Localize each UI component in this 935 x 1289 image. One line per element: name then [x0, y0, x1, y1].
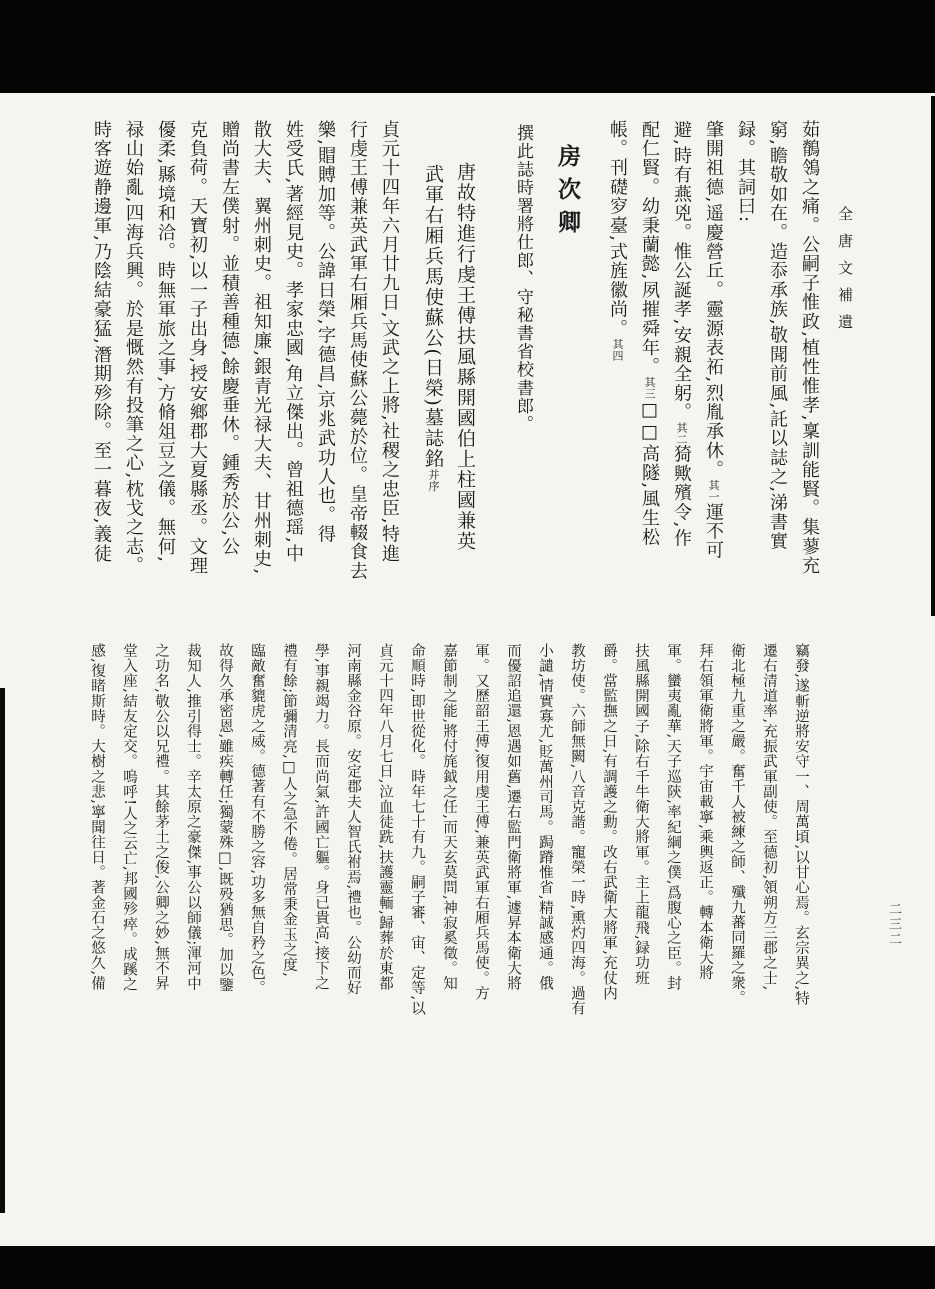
column-text: 臨敵奮貔虎之威。德著有不勝之容,功多無自矜之色。	[249, 643, 265, 996]
text-column	[465, 643, 497, 1073]
column-text: 散大夫、翼州刺史。祖知廉,銀青光禄大夫、甘州刺史,	[251, 120, 272, 576]
text-column	[369, 643, 401, 1073]
inline-annotation: 其四	[611, 338, 624, 362]
text-column	[729, 120, 761, 625]
column-text: 時客遊静邊軍,乃陰結豪猛,潛期殄除。至一暮夜,義徒	[91, 120, 112, 564]
column-text: 感,復睹斯時。大樹之悲,寧聞往日。著金石之悠久,備	[89, 643, 105, 991]
column-text: 之功名,敬公以兄禮。其餘茅土之俊,公卿之妙,無不昇	[153, 643, 169, 991]
column-text: 撰此誌時署將仕郎、守秘書省校書郎。	[513, 124, 533, 434]
text-column	[149, 120, 181, 625]
column-text: 克負荷。天寶初,以一子出身,授安鄉郡大夏縣丞。文理	[187, 120, 208, 576]
text-column	[177, 643, 209, 1073]
column-text: 録。其詞曰:	[735, 120, 756, 224]
text-column	[593, 643, 625, 1073]
column-text: 房次卿	[554, 144, 581, 243]
column-text: 扶風縣開國子,除右千牛衛大將軍。主上龍飛,録功班	[633, 643, 649, 986]
upper-text-block	[85, 120, 825, 625]
text-column	[689, 643, 721, 1073]
text-column	[721, 643, 753, 1073]
column-text: 行虔王傅兼英武軍右厢兵馬使蘇公薨於位。皇帝輟食去	[347, 120, 368, 581]
text-column	[497, 643, 529, 1073]
scan-artifact-line-right	[931, 96, 935, 616]
column-text: 猗歟殯令,作	[671, 444, 692, 548]
lower-text-block	[81, 643, 817, 1073]
column-text: 爵。當監撫之日,有調護之勳。改右武衛大將軍,充仗内	[601, 643, 617, 1001]
column-text: 武軍右厢兵馬使蘇公(日榮)墓誌銘	[422, 164, 444, 469]
column-text: 贈尚書左僕射。並積善種德,餘慶垂休。鍾秀於公,公	[219, 120, 240, 557]
inline-annotation: 其二	[675, 421, 688, 445]
column-text: 教坊使。六師無闕,八音克諧。寵榮一時,熏灼四海。過有	[569, 643, 585, 1016]
column-text: 禄山始亂,四海兵興。於是慨然有投筆之心,枕戈之志。	[123, 120, 144, 576]
column-text: 茹鶺鴒之痛。公嗣子惟政,植性惟孝,稟訓能賢。集蓼充	[799, 120, 820, 576]
text-column	[373, 120, 405, 625]
text-column	[85, 120, 117, 625]
text-column	[277, 120, 309, 625]
epitaph-title-line-2	[417, 120, 449, 625]
column-text: 小譴,情實寡尤,貶萬州司馬。跼蹐惟省,精誠感通。俄	[537, 643, 553, 991]
column-text: 禮有餘;節彌清亮,□人之急不倦。居常秉金玉之度,	[281, 643, 297, 978]
text-column	[697, 120, 729, 625]
column-text: 命順時,即世從化。時年七十有九。嗣子審、宙、定等,以	[409, 643, 425, 1016]
text-column	[337, 643, 369, 1073]
inline-annotation: 其一	[707, 479, 720, 503]
book-title-margin: 全唐文補遺	[836, 206, 854, 341]
column-text: 故得久承密恩,雖疾轉任;獨蒙殊□,既殁猶思。加以鑒	[217, 643, 233, 993]
text-column	[305, 643, 337, 1073]
column-text: 肇開祖德,遥慶營丘。靈源表祏,烈胤承休。	[703, 120, 724, 480]
column-text: 堂入座,結友定交。嗚呼!人之云亡,邦國殄瘁。成蹊之	[121, 643, 137, 993]
column-text: 窮,瞻敬如在。造忝承族,敬聞前風,託以誌之,涕書實	[767, 120, 788, 551]
column-text: 遷右清道率,充振武軍副使。至德初,領朔方三郡之士,	[761, 643, 777, 991]
text-column	[601, 120, 633, 625]
text-column	[561, 643, 593, 1073]
column-text: 拜右領軍衛將軍。宇宙載寧,乘輿返正。轉本衛大將	[697, 643, 713, 981]
column-text: 優柔,縣境和洽。時無軍旅之事,方脩俎豆之儀。無何,	[155, 120, 176, 564]
column-text: 樂,賵賻加等。公諱日榮,字德昌,京兆武功人也。得	[315, 120, 336, 544]
text-column	[209, 643, 241, 1073]
inline-annotation: 其三	[643, 376, 656, 400]
column-text: 衛北極九重之嚴。奮千人被練之師、殲九蕃同羅之衆。	[729, 643, 745, 1006]
text-column	[665, 120, 697, 625]
text-column	[761, 120, 793, 625]
text-column	[529, 643, 561, 1073]
scan-border-bottom	[0, 1246, 935, 1289]
text-column	[341, 120, 373, 625]
scan-artifact-line-left	[0, 688, 5, 1213]
text-column	[113, 643, 145, 1073]
text-column	[81, 643, 113, 1073]
text-column	[181, 120, 213, 625]
section-heading	[551, 120, 583, 625]
column-text: □□高隧,風生松	[639, 399, 660, 547]
text-column	[793, 120, 825, 625]
text-column	[753, 643, 785, 1073]
column-text: 貞元十四年六月廿九日,文武之上將,社稷之忠臣,特進	[379, 120, 400, 564]
text-column	[309, 120, 341, 625]
epitaph-title-line-1	[449, 120, 481, 625]
text-column	[433, 643, 465, 1073]
text-column	[213, 120, 245, 625]
column-text: 配仁賢。幼秉蘭懿,夙摧舜年。	[639, 120, 660, 377]
column-text: 竊發,遂斬逆將安守一、周萬頃,以甘心焉。玄宗異之,特	[793, 643, 809, 1006]
text-column	[401, 643, 433, 1073]
text-column	[117, 120, 149, 625]
column-text: 帳。刊礎穸臺,式旌徽尚。	[607, 120, 628, 339]
column-text: 學,事親竭力。長而尚氣,許國亡軀。身已貴高,接下之	[313, 643, 329, 991]
text-column	[633, 120, 665, 625]
column-text: 唐故特進行虔王傅扶風縣開國伯上柱國兼英	[454, 162, 476, 552]
byline-column	[507, 120, 539, 625]
text-column	[245, 120, 277, 625]
column-text: 軍。蠻夷亂華,天子巡陝,率紀綱之僕,爲腹心之臣。封	[665, 643, 681, 991]
text-column	[241, 643, 273, 1073]
column-text: 嘉節制之能,將付旄鉞之任,而天玄莫問,神寂奚徵。知	[441, 643, 457, 991]
column-text: 避,時有燕兇。惟公誕孝,安親全躬。	[671, 120, 692, 422]
text-column	[625, 643, 657, 1073]
text-column	[145, 643, 177, 1073]
scan-border-top	[0, 0, 935, 93]
column-text: 軍。又歷韶王傅,復用虔王傅,兼英武軍右厢兵馬使。方	[473, 643, 489, 1001]
column-text: 姓受氏,著經見史。孝家忠國,角立傑出。曾祖德瑶,中	[283, 120, 304, 564]
inline-annotation: 并序	[427, 468, 440, 492]
column-text: 河南縣金谷原。安定郡夫人智氏祔焉,禮也。公幼而好	[345, 643, 361, 996]
column-text: 運不可	[703, 502, 724, 561]
column-text: 而優詔追還,恩遇如舊,遷右監門衛將軍,遽昇本衛大將	[505, 643, 521, 991]
column-text: 裁知人,推引得士。辛太原之豪傑,事公以師儀;渾河中	[185, 643, 201, 992]
column-text: 貞元十四年八月七日,泣血徒跣,扶護靈輀,歸葬於東都	[377, 643, 393, 991]
text-column	[657, 643, 689, 1073]
text-column	[785, 643, 817, 1073]
page-number: 二三二	[886, 902, 901, 947]
text-column	[273, 643, 305, 1073]
